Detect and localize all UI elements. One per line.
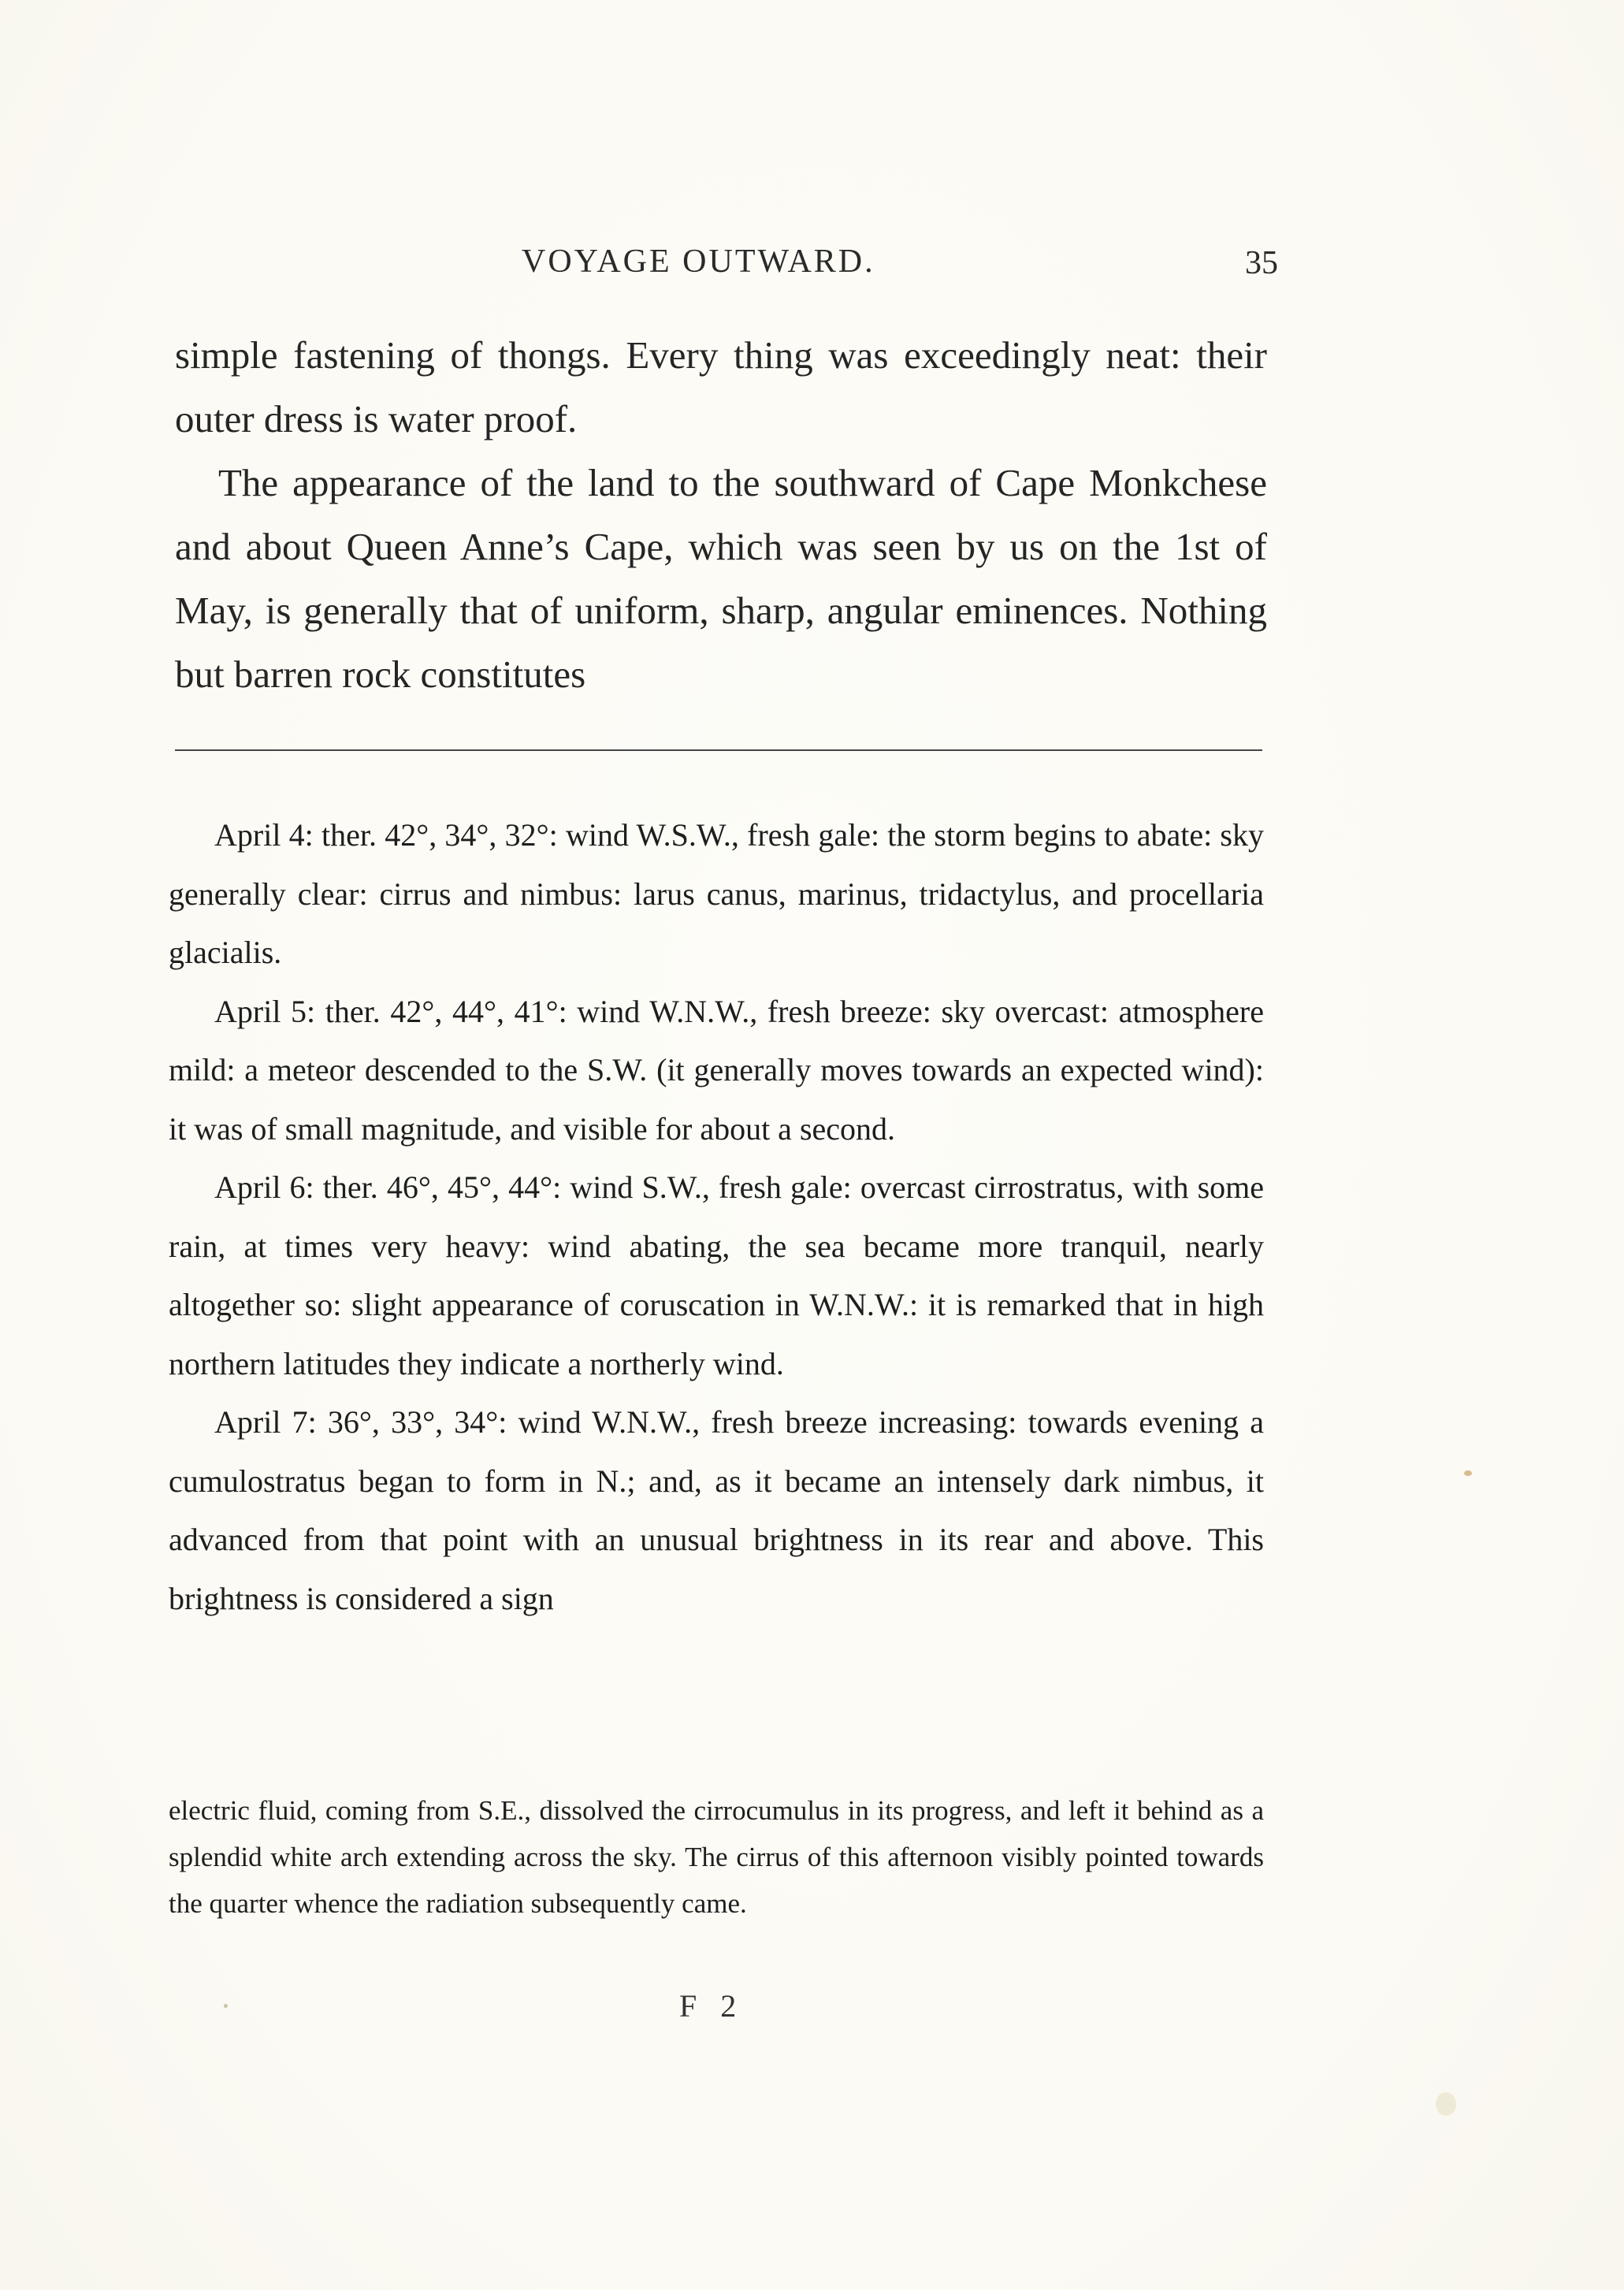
main-paragraph: simple fastening of thongs. Every thing was exceedingly neat: their outer dress is water proof. bbox=[175, 333, 1267, 441]
main-paragraph: The appearance of the land to the southward of Cape Monkchese and about Queen Anne’s Cape, which was seen by us on the 1st of May, is generally that of uniform, sharp, angular eminences. Nothing but barren rock constitutes bbox=[175, 461, 1267, 696]
weather-note-april-6: April 6: ther. 46°, 45°, 44°: wind S.W., fresh gale: overcast cirrostratus, with some rain, at times very heavy: wind abating, the sea became more tranquil, nearly altogether so: slight appearance of coruscation in W.N.W.: it is remarked that in high northern latitudes they indicate a northerly wind. bbox=[169, 1169, 1264, 1381]
footnote-divider bbox=[175, 749, 1262, 751]
main-text bbox=[175, 323, 1267, 706]
weather-notes bbox=[169, 806, 1264, 1628]
paper-speck bbox=[1464, 1470, 1472, 1476]
paper-speck bbox=[224, 2004, 228, 2008]
running-head bbox=[175, 243, 1278, 290]
weather-note-april-4: April 4: ther. 42°, 34°, 32°: wind W.S.W., fresh gale: the storm begins to abate: sky generally clear: cirrus and nimbus: larus canus, marinus, tridactylus, and procellaria glacialis. bbox=[169, 817, 1264, 970]
continued-note-text: electric fluid, coming from S.E., dissolved the cirrocumulus in its progress, and left it behind as a splendid white arch extending across the sky. The cirrus of this afternoon visibly pointed towards the quarter whence the radiation subsequently came. bbox=[169, 1795, 1264, 1919]
weather-note-april-7: April 7: 36°, 33°, 34°: wind W.N.W., fresh breeze increasing: towards evening a cumulostratus began to form in N.; and, as it became an intensely dark nimbus, it advanced from that point with an unusual brightness in its rear and above. This brightness is considered a sign bbox=[169, 1404, 1264, 1616]
paper-speck bbox=[1436, 2092, 1456, 2116]
page-number: 35 bbox=[1245, 245, 1278, 281]
weather-note-april-5: April 5: ther. 42°, 44°, 41°: wind W.N.W., fresh breeze: sky overcast: atmosphere mild: a meteor descended to the S.W. (it generally moves towards an expected wind): it was of small magnitude, and visible for about a second. bbox=[169, 993, 1264, 1147]
running-title: VOYAGE OUTWARD. bbox=[522, 243, 875, 280]
signature-mark: F 2 bbox=[679, 1988, 745, 2024]
continued-note bbox=[169, 1787, 1264, 1927]
